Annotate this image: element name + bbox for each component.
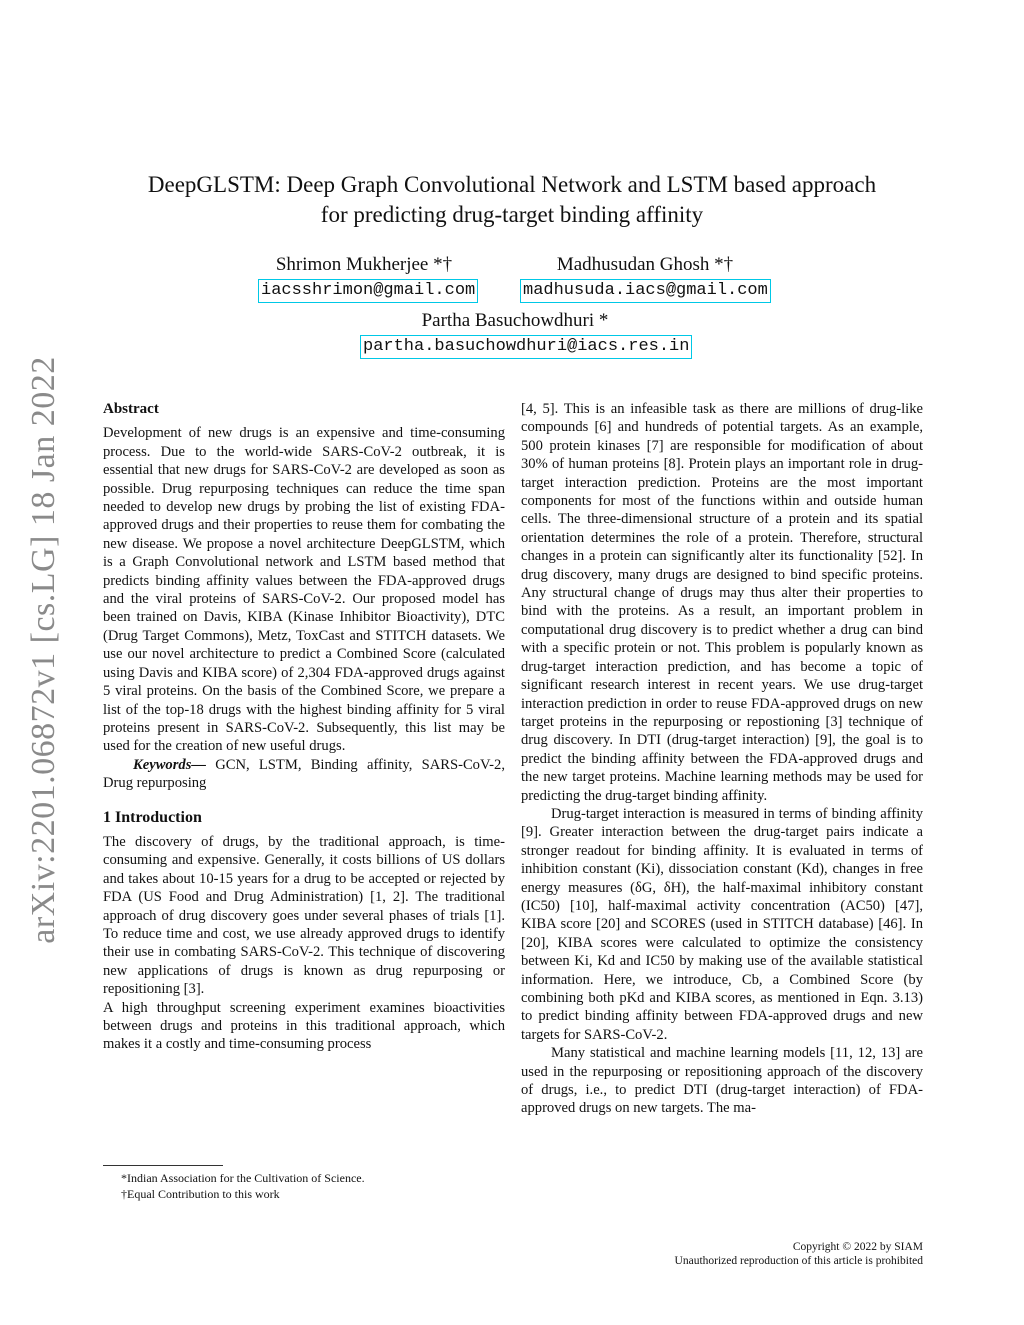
- author-1: [258, 252, 476, 303]
- introduction-paragraph-1: The discovery of drugs, by the traditional approach, is time-consuming and expensive. Generally, it costs billions of US dollars and takes about 10-15 years for a drug to be accepted or rejected by FDA (US Food and Drug Administration) [1, 2]. The traditional approach of drug discovery goes under several phases of trials [1]. To reduce time and cost, we use already approved drugs to identify their use in combating SARS-CoV-2. This technique of discovering new applications of drugs is known as drug repurposing or repositioning [3].: [103, 833, 505, 998]
- author-name: Shrimon Mukherjee *†: [275, 254, 453, 275]
- arxiv-id: arXiv:2201.06872v1 [cs.LG] 18 Jan 2022: [25, 356, 62, 944]
- footnote-divider: [103, 1165, 223, 1166]
- introduction-paragraph-2: A high throughput screening experiment examines bioactivities between drugs and proteins in this traditional approach, which makes it a costly and time-consuming process: [103, 999, 505, 1053]
- reproduction-notice: Unauthorized reproduction of this article is prohibited: [674, 1255, 923, 1267]
- right-column: [521, 400, 923, 1118]
- keywords: [103, 756, 505, 793]
- left-column: [103, 400, 505, 1054]
- footnotes: [103, 1165, 505, 1202]
- keywords-text: GCN, LSTM, Binding affinity, SARS-CoV-2, Drug repurposing: [103, 756, 505, 792]
- author-name: Madhusudan Ghosh *†: [556, 254, 734, 275]
- author-email-link[interactable]: madhusuda.iacs@gmail.com: [520, 279, 771, 303]
- author-email-link[interactable]: iacsshrimon@gmail.com: [258, 279, 478, 303]
- copyright-line: Copyright © 2022 by SIAM: [792, 1241, 923, 1253]
- author-email-link[interactable]: partha.basuchowdhuri@iacs.res.in: [360, 335, 692, 359]
- right-paragraph-2: Drug-target interaction is measured in terms of binding affinity [9]. Greater interaction between the drug-target pairs indicate a stronger readout for binding affinity. It is evaluated in terms of inhibition constant (Ki), dissociation constant (Kd), changes in free energy measures (δG, δH), the half-maximal inhibitory constant (IC50) [10], half-maximal activity concentration (AC50) [47], KIBA score [20] and SCORES (used in STITCH database) [46]. In [20], KIBA scores were calculated to optimize the consistency between Ki, Kd and IC50 by making use of the available statistical information. Here, we introduce, Cb, a Combined Score (by combining both pKd and KIBA scores, as mentioned in Eqn. 3.13) to predict binding affinity between FDA-approved drugs and new targets for SARS-CoV-2.: [521, 805, 923, 1043]
- title-line-1: DeepGLSTM: Deep Graph Convolutional Network and LSTM based approach: [147, 172, 877, 197]
- keywords-label: Keywords—: [133, 756, 206, 773]
- paper-title: [100, 170, 924, 230]
- right-paragraph-1: [4, 5]. This is an infeasible task as there are millions of drug-like compounds [6] and hundreds of potential targets. As an example, 500 protein kinases [7] are responsible for modification of about 30% of human proteins [8]. Protein plays an important role in drug-target interaction prediction. Proteins are the most important components for most of the functions within and outside human cells. The three-dimensional structure of a protein and its spatial orientation determines the role of a protein. Therefore, structural changes in a protein can significantly alter its functionality [52]. In drug discovery, many drugs are designed to bind specific proteins. Any structural change of drugs may thus alter their properties to bind with the proteins. As a result, an important problem in computational drug discovery is to predict whether a drug can bind with a specific protein or not. This problem is popularly known as drug-target interaction prediction, and has become a topic of significant research interest in recent years. We use drug-target interaction prediction in order to reuse FDA-approved drugs on new target proteins in the repurposing or repostioning [3] technique of drug discovery. In DTI (drug-target interaction) [9], the goal is to predict the binding affinity between the FDA-approved drugs and the new target proteins. Machine learning methods may be used for predicting the drug-target binding affinity.: [521, 401, 923, 804]
- arxiv-sidebar-stamp: [22, 160, 66, 1140]
- footnote-affiliation: *Indian Association for the Cultivation of Science.: [121, 1171, 365, 1185]
- right-paragraph-3: Many statistical and machine learning models [11, 12, 13] are used in the repurposing or repositioning approach of the discovery of drugs, i.e., to predict DTI (drug-target interaction) of FDA-approved drugs on new targets. The ma-: [521, 1045, 923, 1117]
- copyright-notice: [675, 1240, 923, 1268]
- author-3: [360, 308, 690, 359]
- author-2: [520, 252, 770, 303]
- abstract-heading: Abstract: [103, 401, 159, 417]
- author-name: Partha Basuchowdhuri *: [421, 310, 609, 331]
- title-line-2: for predicting drug-target binding affinity: [320, 202, 704, 227]
- footnote-equal-contribution: †Equal Contribution to this work: [121, 1187, 280, 1201]
- introduction-heading: 1 Introduction: [103, 808, 202, 826]
- abstract-text: Development of new drugs is an expensive and time-consuming process. Due to the world-wide SARS-CoV-2 outbreak, it is essential that new drugs for SARS-CoV-2 are developed as soon as possible. Drug repurposing techniques can reduce the time span needed to develop new drugs by probing the list of existing FDA-approved drugs and their properties to reuse them for combating the new disease. We propose a novel architecture DeepGLSTM, which is a Graph Convolutional network and LSTM based method that predicts binding affinity values between the FDA-approved drugs and the viral proteins of SARS-CoV-2. Our proposed model has been trained on Davis, KIBA (Kinase Inhibitor Bioactivity), DTC (Drug Target Commons), Metz, ToxCast and STITCH datasets. We use our novel architecture to predict a Combined Score (calculated using Davis and KIBA score) of 2,304 FDA-approved drugs against 5 viral proteins. On the basis of the Combined Score, we prepare a list of the top-18 drugs with the highest binding affinity for 5 viral proteins present in SARS-CoV-2. Subsequently, this list may be used for the creation of new useful drugs.: [103, 425, 505, 755]
